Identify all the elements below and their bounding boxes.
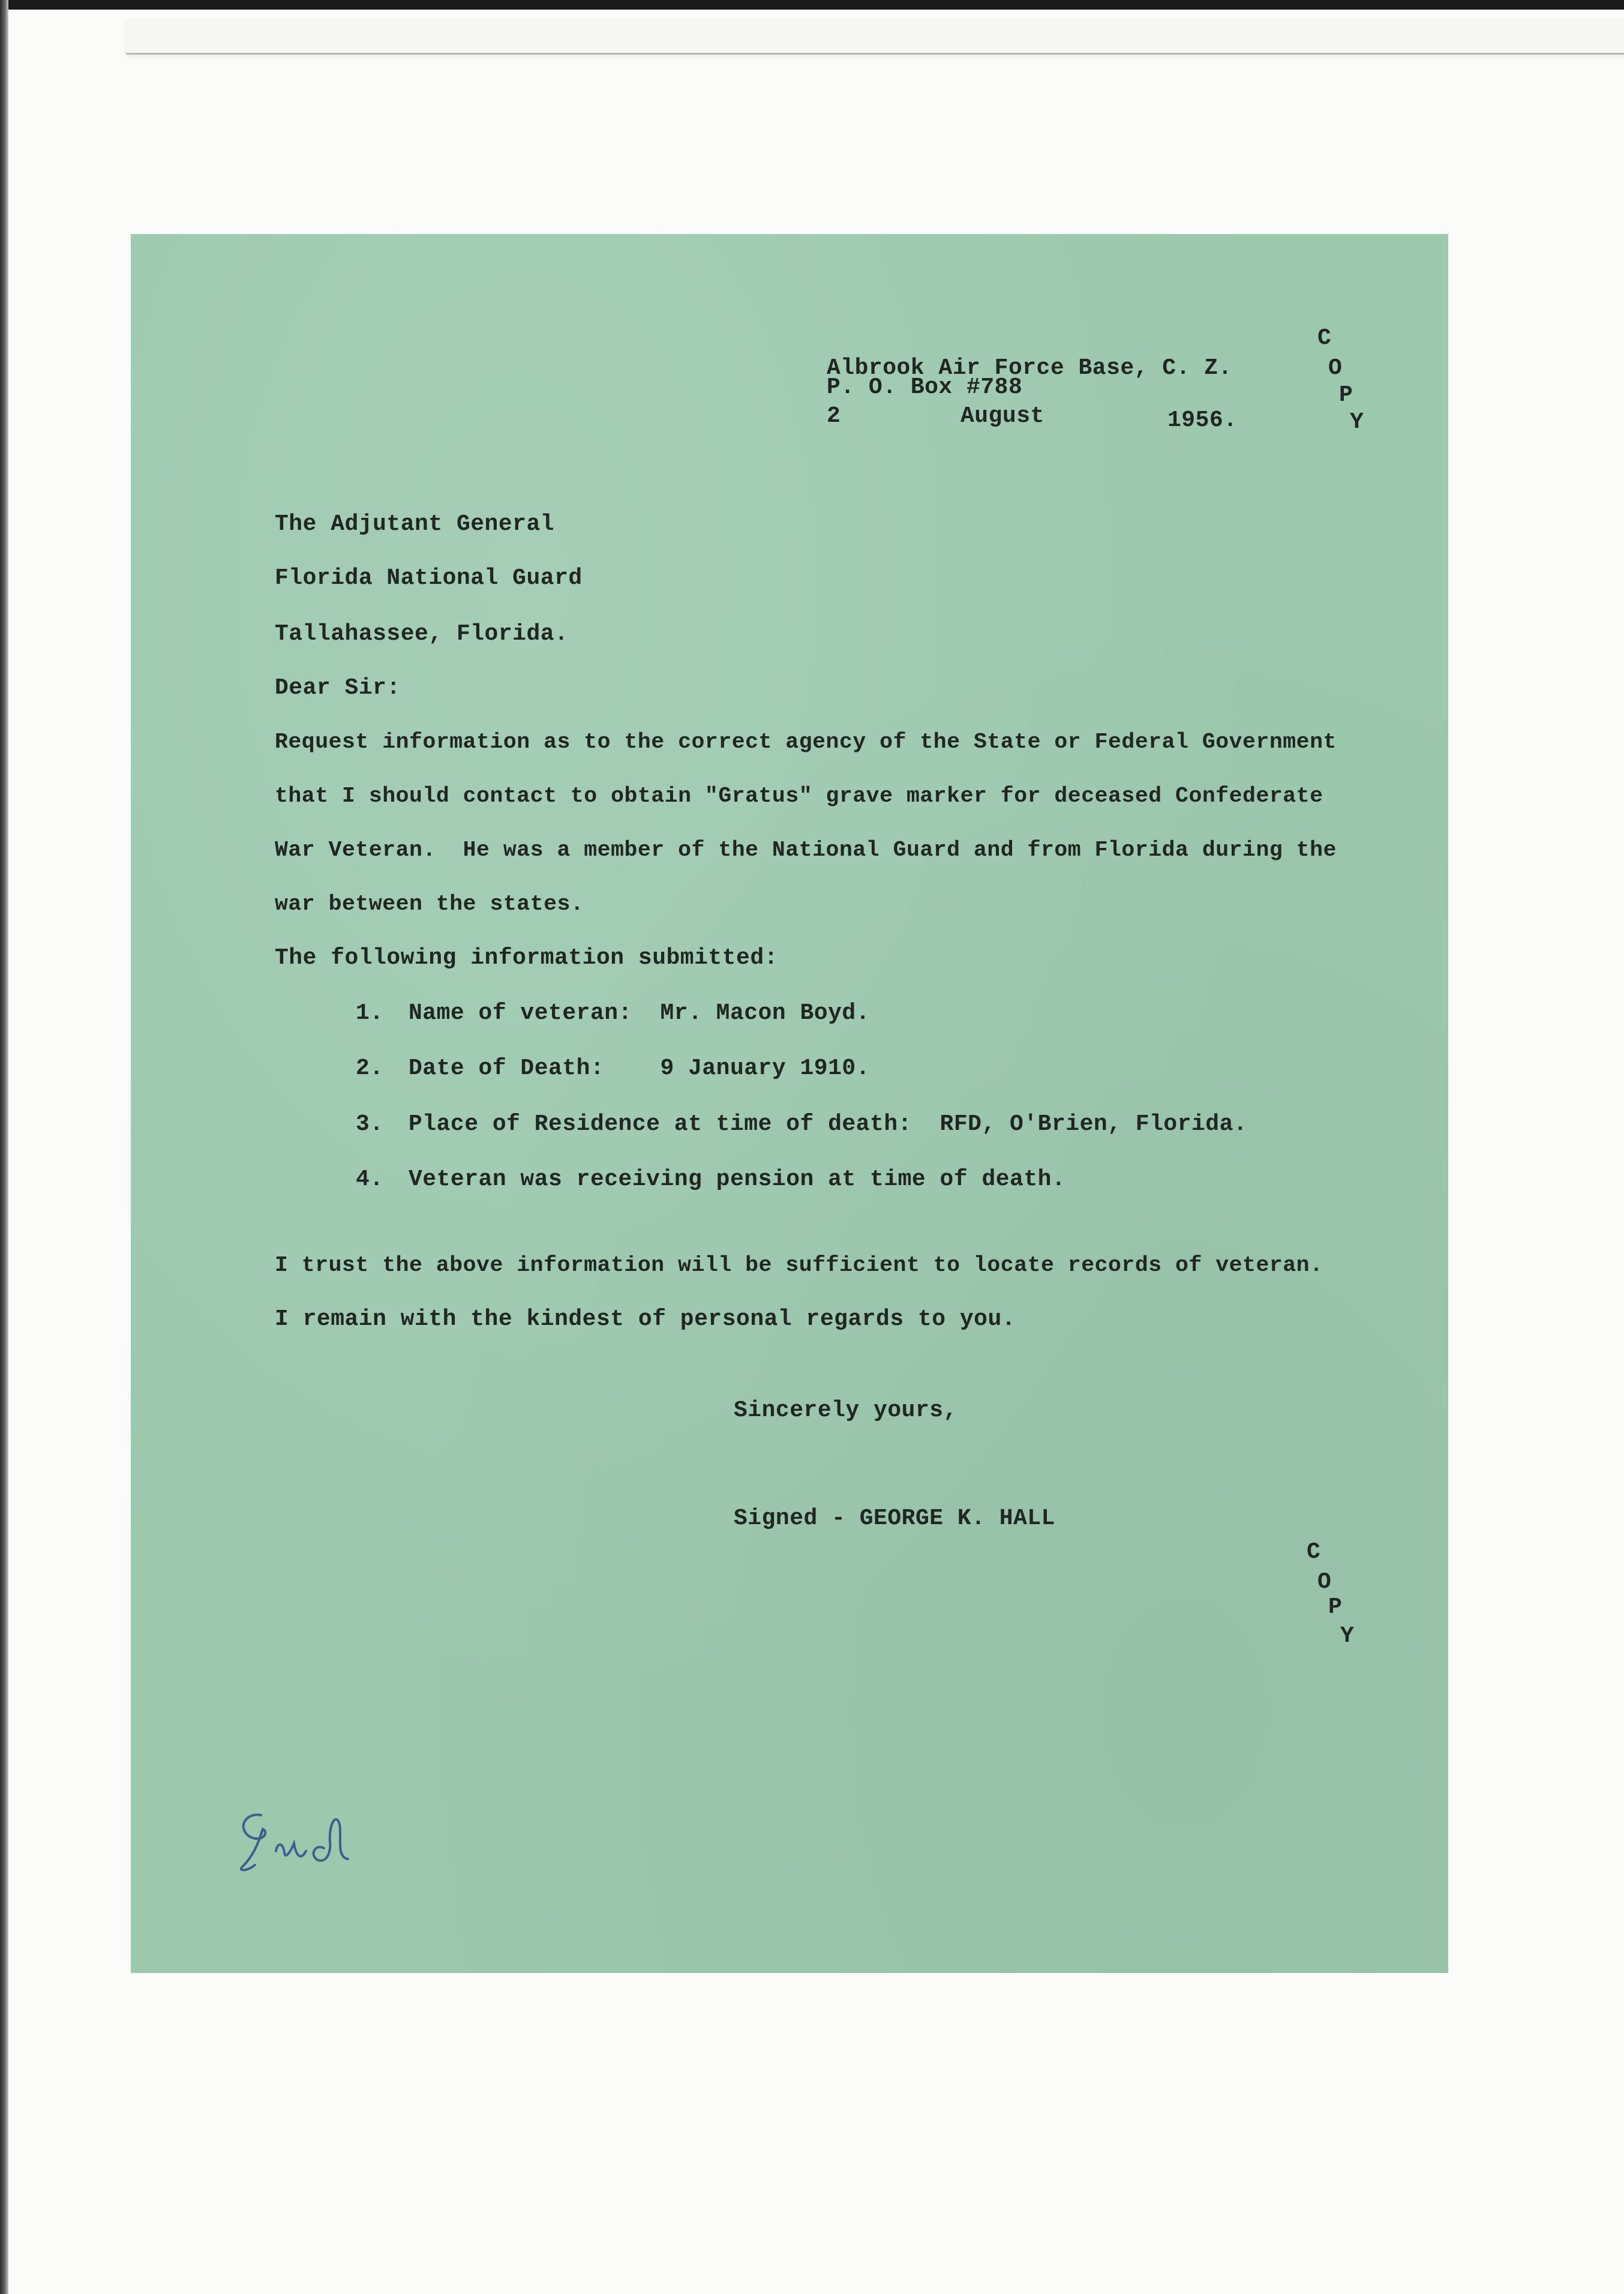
copy-mark-bottom-c: C <box>1307 1539 1320 1565</box>
copy-mark-top-y: Y <box>1350 409 1364 435</box>
signature-line: Signed - GEORGE K. HALL <box>734 1506 1055 1531</box>
header-po-box: P. O. Box #788 <box>827 374 1023 400</box>
copy-mark-bottom-p: P <box>1328 1594 1342 1620</box>
scanner-frame-left <box>0 0 8 2294</box>
list-item-text: Place of Residence at time of death: RFD, O'Brien, Florida. <box>409 1111 1248 1137</box>
list-item-number: 4. <box>356 1167 384 1192</box>
salutation: Dear Sir: <box>275 675 401 701</box>
recipient-line-3: Tallahassee, Florida. <box>275 621 569 647</box>
list-item-text: Veteran was receiving pension at time of death. <box>409 1167 1066 1192</box>
recipient-line-2: Florida National Guard <box>275 565 583 591</box>
copy-mark-top-c: C <box>1317 325 1331 351</box>
handwritten-note <box>234 1800 372 1878</box>
closing-line: I trust the above information will be sufficient to locate records of veteran. <box>275 1253 1323 1278</box>
header-date-year: 1956. <box>1167 407 1238 433</box>
body-line: Request information as to the correct agency of the State or Federal Government <box>275 730 1337 754</box>
scanner-frame-top <box>0 0 1624 10</box>
body-line: war between the states. <box>275 892 584 916</box>
backing-sheet-edge <box>126 18 1624 55</box>
copy-mark-top-p: P <box>1339 382 1353 408</box>
recipient-line-1: The Adjutant General <box>275 511 555 537</box>
list-item-number: 3. <box>356 1111 384 1137</box>
copy-mark-bottom-o: O <box>1317 1569 1331 1595</box>
copy-mark-bottom-y: Y <box>1340 1623 1354 1649</box>
copy-mark-top-o: O <box>1328 355 1342 381</box>
letter-sheet <box>131 234 1448 1973</box>
list-item-text: Date of Death: 9 January 1910. <box>409 1055 870 1081</box>
header-date-day: 2 <box>827 403 841 429</box>
body-line: War Veteran. He was a member of the National Guard and from Florida during the <box>275 838 1337 862</box>
header-address-line: Albrook Air Force Base, C. Z. <box>827 355 1232 381</box>
body-line: that I should contact to obtain "Gratus" grave marker for deceased Confederate <box>275 784 1323 808</box>
header-date-month: August <box>960 403 1044 429</box>
list-intro: The following information submitted: <box>275 945 778 971</box>
closing-line: I remain with the kindest of personal regards to you. <box>275 1306 1016 1332</box>
list-item-number: 1. <box>356 1000 384 1026</box>
list-item-text: Name of veteran: Mr. Macon Boyd. <box>409 1000 870 1026</box>
complimentary-close: Sincerely yours, <box>734 1398 957 1423</box>
list-item-number: 2. <box>356 1055 384 1081</box>
